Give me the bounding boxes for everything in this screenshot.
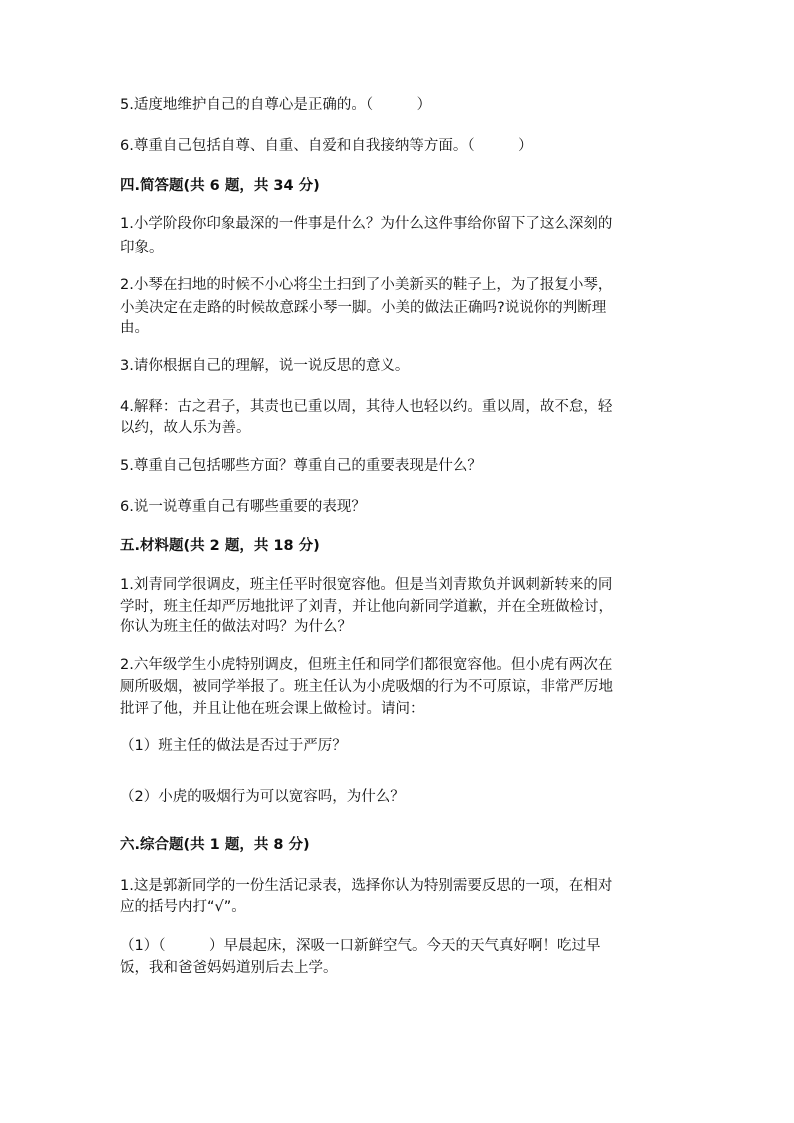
material-q2-sub2: （2）小虎的吸烟行为可以宽容吗，为什么？: [120, 789, 405, 805]
material-q2-line1: 2.六年级学生小虎特别调皮，但班主任和同学们都很宽容他。但小虎有两次在: [120, 657, 613, 673]
material-q1-line1: 1.刘青同学很调皮，班主任平时很宽容他。但是当刘青欺负并讽刺新转来的同: [120, 577, 613, 593]
comprehensive-item1-line2: 饭，我和爸爸妈妈道别后去上学。: [120, 960, 338, 976]
material-q2-line3: 批评了他，并且让他在班会课上做检讨。请问：: [120, 701, 425, 717]
short-answer-q2-line1: 2.小琴在扫地的时候不小心将尘土扫到了小美新买的鞋子上，为了报复小琴，: [120, 277, 613, 293]
material-q2-line2: 厕所吸烟，被同学举报了。班主任认为小虎吸烟的行为不可原谅，非常严厉地: [120, 679, 613, 695]
short-answer-q4-line1: 4.解释：古之君子，其责也已重以周，其待人也轻以约。重以周，故不怠，轻: [120, 399, 613, 415]
short-answer-q1-line1: 1.小学阶段你印象最深的一件事是什么？为什么这件事给你留下了这么深刻的: [120, 216, 613, 232]
section-heading-material: 五.材料题(共 2 题，共 18 分): [120, 538, 320, 554]
short-answer-q2-line2: 小美决定在走路的时候故意踩小琴一脚。小美的做法正确吗?说说你的判断理: [120, 300, 607, 316]
judgment-item-5: 5.适度地维护自己的自尊心是正确的。（ ）: [120, 97, 432, 113]
short-answer-q1-line2: 印象。: [120, 240, 164, 256]
short-answer-q2-line3: 由。: [120, 320, 149, 336]
material-q1-line2: 学时，班主任却严厉地批评了刘青，并让他向新同学道歉，并在全班做检讨，: [120, 599, 613, 615]
section-heading-short-answer: 四.简答题(共 6 题，共 34 分): [120, 178, 320, 194]
comprehensive-item1-line1: （1）（ ）早晨起床，深吸一口新鲜空气。今天的天气真好啊！吃过早: [120, 938, 601, 954]
short-answer-q6: 6.说一说尊重自己有哪些重要的表现？: [120, 499, 366, 515]
section-heading-comprehensive: 六.综合题(共 1 题，共 8 分): [120, 837, 310, 853]
short-answer-q3: 3.请你根据自己的理解，说一说反思的意义。: [120, 358, 410, 374]
material-q1-line3: 你认为班主任的做法对吗？为什么？: [120, 619, 352, 635]
comprehensive-q1-line2: 应的括号内打“√”。: [120, 899, 246, 915]
short-answer-q4-line2: 以约，故人乐为善。: [120, 420, 251, 436]
short-answer-q5: 5.尊重自己包括哪些方面？尊重自己的重要表现是什么？: [120, 458, 482, 474]
judgment-item-6: 6.尊重自己包括自尊、自重、自爱和自我接纳等方面。（ ）: [120, 138, 533, 154]
comprehensive-q1-line1: 1.这是郭新同学的一份生活记录表，选择你认为特别需要反思的一项，在相对: [120, 878, 613, 894]
material-q2-sub1: （1）班主任的做法是否过于严厉？: [120, 738, 347, 754]
